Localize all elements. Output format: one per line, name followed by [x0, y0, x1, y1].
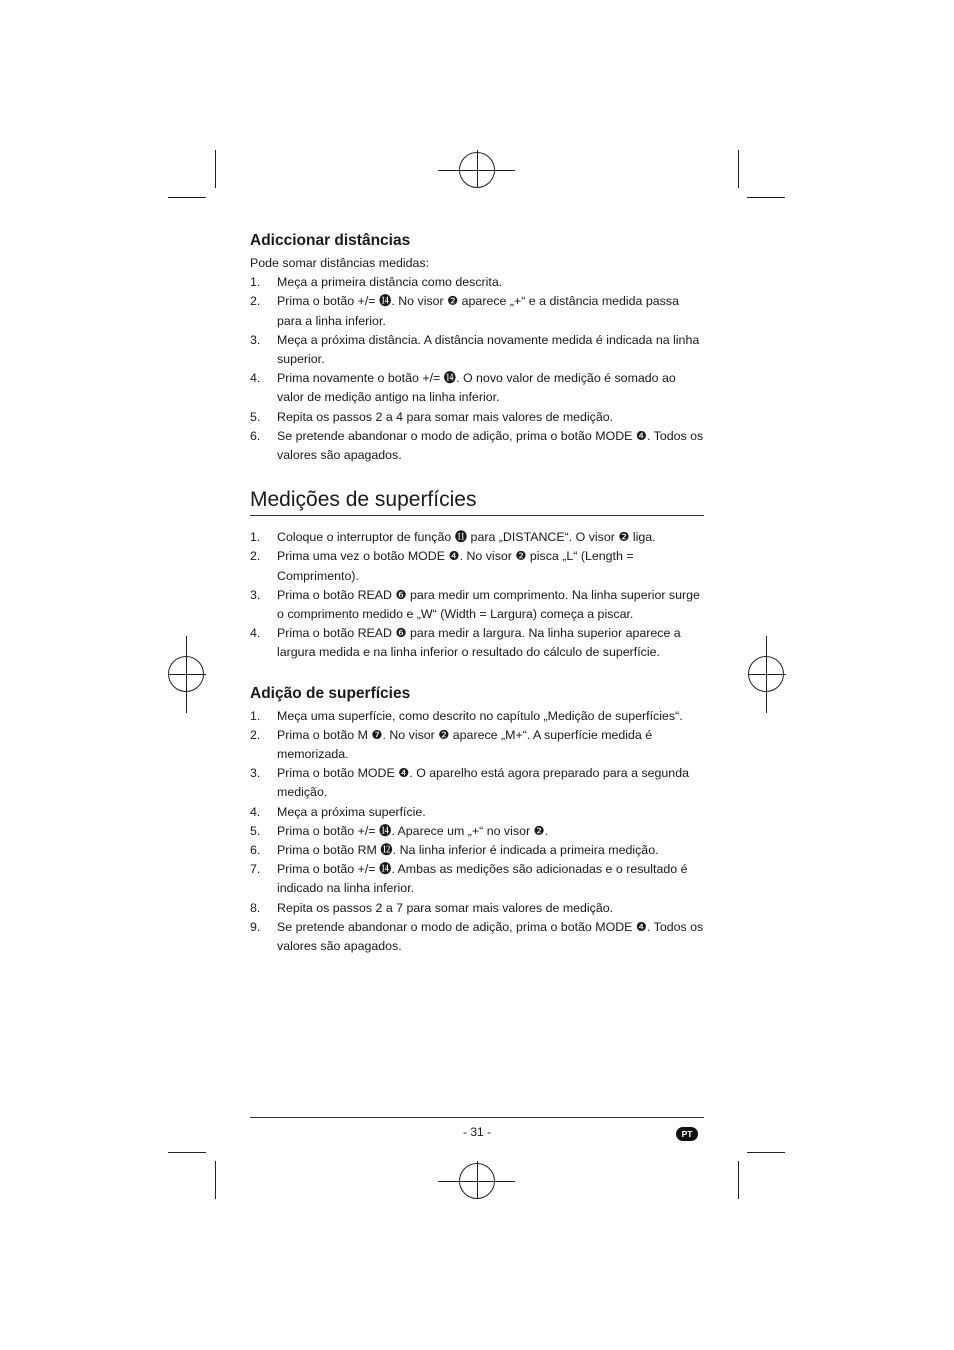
step-text: Meça a próxima superfície.	[277, 804, 426, 819]
section-heading: Adiccionar distâncias	[250, 232, 411, 249]
step-text: Prima o botão +/= ⓮. Ambas as medições são adicionadas e o resultado é indicado na linha inferior.	[277, 862, 688, 896]
step-number: 2.	[250, 549, 261, 564]
list-item	[250, 586, 704, 624]
step-number: 6.	[250, 428, 261, 443]
step-number: 9.	[250, 919, 261, 934]
step-number: 5.	[250, 823, 261, 838]
list-item	[250, 427, 704, 465]
step-number: 3.	[250, 587, 261, 602]
page-content	[250, 228, 704, 956]
list-item	[250, 547, 704, 585]
list-item	[250, 918, 704, 956]
step-number: 2.	[250, 727, 261, 742]
list-item	[250, 764, 704, 802]
step-text: Se pretende abandonar o modo de adição, prima o botão MODE ❹. Todos os valores são apagados.	[277, 428, 704, 463]
step-number: 7.	[250, 862, 261, 877]
step-text: Prima o botão +/= ⓮. Aparece um „+“ no visor ❷.	[277, 823, 549, 838]
step-text: Prima uma vez o botão MODE ❹. No visor ❷ pisca „L“ (Length = Comprimento).	[277, 549, 634, 583]
list-item	[250, 822, 704, 841]
list-item	[250, 292, 704, 330]
step-number: 3.	[250, 332, 261, 347]
list-item	[250, 803, 704, 822]
step-text: Prima novamente o botão +/= ⓮. O novo valor de medição é somado ao valor de medição antigo na linha inferior.	[277, 371, 676, 405]
list-item	[250, 841, 704, 860]
list-item	[250, 899, 704, 918]
step-text: Coloque o interruptor de função ⓫ para „DISTANCE“. O visor ❷ liga.	[277, 530, 656, 545]
step-text: Meça uma superfície, como descrito no capítulo „Medição de superfícies“.	[277, 708, 683, 723]
step-text: Prima o botão RM ⓬. Na linha inferior é indicada a primeira medição.	[277, 843, 659, 858]
step-text: Prima o botão M ❼. No visor ❷ aparece „M+“. A superfície medida é memorizada.	[277, 727, 653, 762]
step-text: Repita os passos 2 a 4 para somar mais valores de medição.	[277, 409, 614, 424]
section-add-surfaces	[250, 681, 704, 957]
step-number: 3.	[250, 766, 261, 781]
list-item	[250, 528, 704, 547]
step-number: 4.	[250, 626, 261, 641]
list-item	[250, 726, 704, 764]
list-item	[250, 369, 704, 407]
footer-rule	[250, 1117, 704, 1118]
step-number: 1.	[250, 275, 261, 290]
step-text: Meça a primeira distância como descrita.	[277, 275, 503, 290]
step-text: Repita os passos 2 a 7 para somar mais valores de medição.	[277, 900, 614, 915]
step-text: Prima o botão MODE ❹. O aparelho está agora preparado para a segunda medição.	[277, 766, 689, 800]
step-text: Prima o botão READ ❻ para medir a largura. Na linha superior aparece a largura medida e na linha inferior o resultado do cálculo de superfície.	[277, 626, 681, 660]
step-list	[250, 707, 704, 957]
step-number: 5.	[250, 409, 261, 424]
step-text: Prima o botão +/= ⓮. No visor ❷ aparece „+“ e a distância medida passa para a linha inferior.	[277, 294, 679, 328]
step-number: 8.	[250, 900, 261, 915]
section-surface-measurement	[250, 485, 704, 662]
list-item	[250, 331, 704, 369]
section-add-distances	[250, 228, 704, 465]
step-text: Meça a próxima distância. A distância novamente medida é indicada na linha superior.	[277, 332, 700, 367]
step-number: 6.	[250, 843, 261, 858]
list-item	[250, 860, 704, 898]
language-badge: PT	[676, 1127, 698, 1141]
step-text: Prima o botão READ ❻ para medir um comprimento. Na linha superior surge o comprimento medido e „W“ (Width = Largura) começa a piscar.	[277, 587, 700, 622]
step-number: 2.	[250, 294, 261, 309]
step-text: Se pretende abandonar o modo de adição, prima o botão MODE ❹. Todos os valores são apagados.	[277, 919, 704, 954]
list-item	[250, 273, 704, 292]
page-number: - 31 -	[462, 1125, 491, 1139]
title-underline	[250, 515, 704, 516]
step-list	[250, 528, 704, 662]
section-heading: Adição de superfícies	[250, 684, 411, 702]
section-intro: Pode somar distâncias medidas:	[250, 256, 430, 270]
step-number: 1.	[250, 708, 261, 723]
step-number: 4.	[250, 804, 261, 819]
chapter-title: Medições de superfícies	[250, 488, 477, 512]
list-item	[250, 624, 704, 662]
step-number: 4.	[250, 371, 261, 386]
list-item	[250, 408, 704, 427]
list-item	[250, 707, 704, 726]
step-number: 1.	[250, 530, 261, 545]
step-list	[250, 273, 704, 465]
